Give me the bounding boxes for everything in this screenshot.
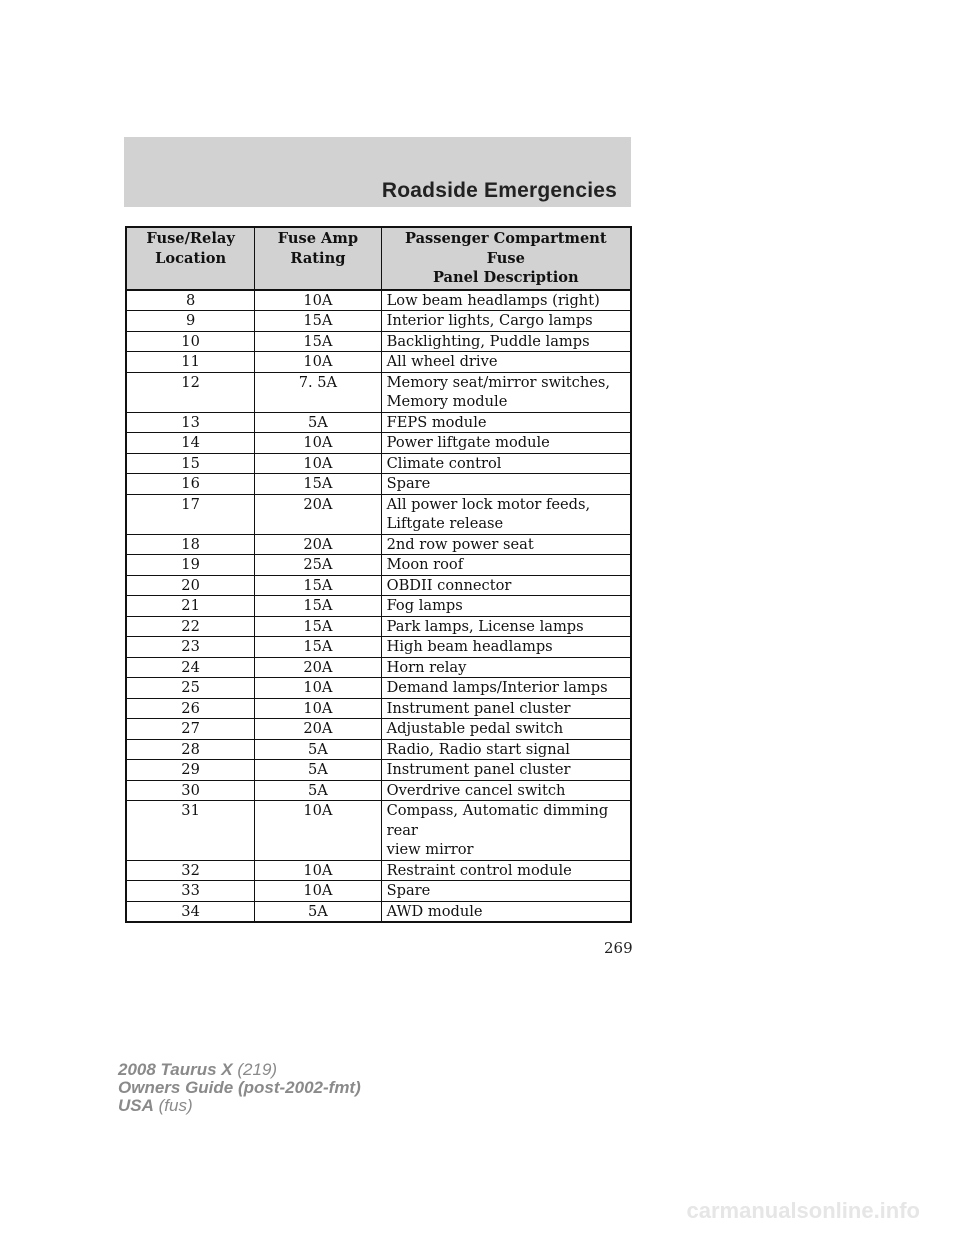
fuse-description-cell	[381, 596, 631, 617]
footer-line-3	[118, 1097, 361, 1115]
fuse-location: 26	[181, 699, 200, 717]
fuse-rating-cell	[255, 780, 381, 801]
fuse-location-cell	[126, 534, 255, 555]
fuse-rating-cell	[255, 616, 381, 637]
fuse-description-cell	[381, 352, 631, 373]
fuse-description-cell	[381, 331, 631, 352]
table-row	[126, 637, 631, 658]
fuse-location: 31	[181, 802, 200, 819]
column-header-line: Passenger Compartment Fuse	[405, 230, 607, 267]
fuse-description: High beam headlamps	[386, 638, 553, 655]
fuse-rating: 5A	[307, 761, 328, 778]
fuse-description-cell	[381, 801, 631, 861]
fuse-description-cell	[381, 453, 631, 474]
fuse-description: Memory module	[386, 393, 508, 410]
fuse-description-cell	[381, 494, 631, 534]
fuse-location-cell	[126, 780, 255, 801]
fuse-description-cell	[381, 780, 631, 801]
fuse-description: FEPS module	[386, 413, 487, 431]
fuse-description-cell	[381, 412, 631, 433]
table-row	[126, 780, 631, 801]
fuse-rating-cell	[255, 575, 381, 596]
fuse-location-cell	[126, 719, 255, 740]
column-header-line: Panel Description	[432, 269, 579, 286]
fuse-description: OBDII connector	[386, 576, 512, 594]
fuse-location-cell	[126, 331, 255, 352]
fuse-location: 14	[181, 434, 200, 451]
footer-model: 2008 Taurus X	[118, 1060, 233, 1079]
page-number: 269	[604, 939, 633, 957]
fuse-location-cell	[126, 860, 255, 881]
fuse-rating: 5A	[307, 413, 328, 431]
fuse-description-cell	[381, 698, 631, 719]
fuse-location-cell	[126, 637, 255, 658]
fuse-rating: 5A	[307, 781, 328, 799]
column-header-rating	[255, 227, 381, 290]
fuse-rating-cell	[255, 474, 381, 495]
section-header-band	[124, 137, 631, 207]
fuse-rating: 10A	[303, 882, 333, 899]
fuse-location: 10	[181, 332, 200, 350]
fuse-description: Instrument panel cluster	[386, 699, 571, 717]
fuse-location-cell	[126, 801, 255, 861]
fuse-rating-cell	[255, 860, 381, 881]
fuse-rating: 20A	[303, 535, 333, 553]
fuse-location: 9	[185, 312, 196, 329]
fuse-description: Overdrive cancel switch	[386, 781, 566, 799]
fuse-description: Radio, Radio start signal	[386, 740, 570, 758]
fuse-description: Backlighting, Puddle lamps	[386, 332, 590, 350]
table-row	[126, 412, 631, 433]
fuse-description: AWD module	[386, 902, 483, 920]
column-header-line: Location	[155, 249, 227, 267]
fuse-location-cell	[126, 555, 255, 576]
fuse-rating: 15A	[303, 597, 333, 614]
fuse-rating: 15A	[303, 312, 333, 329]
fuse-description: Moon roof	[386, 556, 464, 573]
table-row	[126, 596, 631, 617]
fuse-description: Low beam headlamps (right)	[386, 291, 600, 309]
table-row	[126, 331, 631, 352]
table-row	[126, 739, 631, 760]
fuse-rating: 7. 5A	[298, 373, 338, 391]
fuse-rating: 25A	[303, 556, 333, 573]
fuse-location-cell	[126, 616, 255, 637]
fuse-rating-cell	[255, 901, 381, 922]
table-row	[126, 901, 631, 922]
fuse-location-cell	[126, 453, 255, 474]
fuse-location: 19	[181, 556, 200, 573]
watermark: carmanualsonline.info	[686, 1198, 920, 1223]
fuse-location: 13	[181, 413, 200, 431]
fuse-description-cell	[381, 678, 631, 699]
fuse-location: 16	[181, 475, 200, 492]
column-header-line: Fuse Amp	[277, 230, 359, 247]
fuse-location-cell	[126, 311, 255, 332]
fuse-description-cell	[381, 881, 631, 902]
fuse-location-cell	[126, 596, 255, 617]
fuse-location: 20	[181, 576, 200, 594]
table-row	[126, 474, 631, 495]
fuse-table-body	[126, 290, 631, 923]
fuse-location: 21	[181, 597, 200, 614]
fuse-description: 2nd row power seat	[386, 535, 534, 553]
fuse-location: 8	[185, 291, 196, 309]
fuse-location-cell	[126, 433, 255, 454]
fuse-rating: 10A	[303, 353, 333, 370]
fuse-description-cell	[381, 719, 631, 740]
fuse-location-cell	[126, 352, 255, 373]
fuse-rating-cell	[255, 739, 381, 760]
table-row	[126, 311, 631, 332]
fuse-description-cell	[381, 575, 631, 596]
fuse-rating-cell	[255, 352, 381, 373]
fuse-location: 33	[181, 882, 200, 899]
fuse-description: Demand lamps/Interior lamps	[386, 679, 608, 696]
fuse-location: 22	[181, 617, 200, 635]
fuse-description: Restraint control module	[386, 861, 572, 879]
fuse-rating: 20A	[303, 495, 333, 513]
fuse-description: view mirror	[386, 841, 474, 858]
fuse-rating: 20A	[303, 658, 333, 676]
footer-line-2	[118, 1079, 361, 1097]
fuse-rating-cell	[255, 881, 381, 902]
table-row	[126, 760, 631, 781]
fuse-rating-cell	[255, 412, 381, 433]
fuse-location: 24	[181, 658, 200, 676]
fuse-location: 15	[181, 454, 200, 472]
fuse-rating-cell	[255, 801, 381, 861]
table-row	[126, 616, 631, 637]
fuse-description: Park lamps, License lamps	[386, 617, 584, 635]
fuse-rating-cell	[255, 311, 381, 332]
fuse-description: Horn relay	[386, 658, 467, 676]
column-header-line: Rating	[290, 249, 346, 267]
fuse-location: 12	[181, 373, 200, 391]
table-header-row	[126, 227, 631, 290]
fuse-location-cell	[126, 678, 255, 699]
fuse-rating: 15A	[303, 638, 333, 655]
fuse-description-cell	[381, 760, 631, 781]
fuse-location: 23	[181, 638, 200, 655]
fuse-description-cell	[381, 657, 631, 678]
fuse-rating: 20A	[303, 720, 333, 737]
table-row	[126, 534, 631, 555]
fuse-description-cell	[381, 901, 631, 922]
fuse-rating-cell	[255, 494, 381, 534]
fuse-location-cell	[126, 760, 255, 781]
fuse-description-cell	[381, 534, 631, 555]
footer-model-code: (219)	[237, 1060, 278, 1079]
fuse-location: 17	[181, 495, 200, 513]
fuse-rating-cell	[255, 760, 381, 781]
fuse-rating-cell	[255, 657, 381, 678]
fuse-rating-cell	[255, 719, 381, 740]
fuse-rating-cell	[255, 372, 381, 412]
fuse-location: 11	[181, 353, 200, 370]
table-row	[126, 698, 631, 719]
fuse-location-cell	[126, 575, 255, 596]
fuse-rating: 10A	[303, 679, 333, 696]
fuse-description: Fog lamps	[386, 597, 463, 614]
table-row	[126, 555, 631, 576]
fuse-description: Climate control	[386, 454, 502, 472]
fuse-rating: 10A	[303, 454, 333, 472]
fuse-description: Compass, Automatic dimming rear	[386, 802, 609, 839]
fuse-location-cell	[126, 494, 255, 534]
table-row	[126, 433, 631, 454]
fuse-table	[125, 226, 632, 923]
fuse-location: 30	[181, 781, 200, 799]
fuse-description: Adjustable pedal switch	[386, 720, 564, 737]
fuse-location-cell	[126, 412, 255, 433]
fuse-rating: 15A	[303, 576, 333, 594]
table-row	[126, 719, 631, 740]
fuse-description: Spare	[386, 882, 431, 899]
table-row	[126, 678, 631, 699]
fuse-location-cell	[126, 657, 255, 678]
fuse-description-cell	[381, 290, 631, 311]
fuse-description-cell	[381, 860, 631, 881]
fuse-location: 34	[181, 902, 200, 920]
fuse-location: 25	[181, 679, 200, 696]
fuse-location-cell	[126, 474, 255, 495]
fuse-rating: 10A	[303, 291, 333, 309]
fuse-location: 18	[181, 535, 200, 553]
fuse-description: Liftgate release	[386, 515, 504, 532]
fuse-rating: 15A	[303, 332, 333, 350]
fuse-rating: 15A	[303, 617, 333, 635]
fuse-rating-cell	[255, 433, 381, 454]
fuse-rating-cell	[255, 596, 381, 617]
table-row	[126, 453, 631, 474]
fuse-rating-cell	[255, 637, 381, 658]
fuse-description-cell	[381, 616, 631, 637]
fuse-rating-cell	[255, 534, 381, 555]
column-header-line: Fuse/Relay	[146, 230, 235, 247]
fuse-rating: 10A	[303, 434, 333, 451]
fuse-description: Instrument panel cluster	[386, 761, 571, 778]
footer-market-code: (fus)	[158, 1096, 193, 1115]
fuse-rating: 10A	[303, 861, 333, 879]
table-row	[126, 801, 631, 861]
fuse-description-cell	[381, 474, 631, 495]
fuse-description-cell	[381, 637, 631, 658]
fuse-location-cell	[126, 698, 255, 719]
fuse-description-cell	[381, 739, 631, 760]
fuse-description-cell	[381, 433, 631, 454]
fuse-location: 27	[181, 720, 200, 737]
footer-market: USA	[118, 1096, 154, 1115]
fuse-rating: 10A	[303, 699, 333, 717]
fuse-location: 32	[181, 861, 200, 879]
fuse-description: Memory seat/mirror switches,	[386, 373, 610, 391]
fuse-location-cell	[126, 881, 255, 902]
fuse-location-cell	[126, 290, 255, 311]
table-row	[126, 352, 631, 373]
fuse-rating: 5A	[307, 902, 328, 920]
table-row	[126, 290, 631, 311]
fuse-description: Interior lights, Cargo lamps	[386, 312, 593, 329]
fuse-rating-cell	[255, 555, 381, 576]
footer-guide: Owners Guide (post-2002-fmt)	[118, 1078, 361, 1097]
fuse-description-cell	[381, 555, 631, 576]
fuse-description: All power lock motor feeds,	[386, 495, 591, 513]
table-row	[126, 860, 631, 881]
fuse-rating: 10A	[303, 802, 333, 819]
table-row	[126, 881, 631, 902]
fuse-location-cell	[126, 901, 255, 922]
fuse-description: All wheel drive	[386, 353, 498, 370]
fuse-location: 29	[181, 761, 200, 778]
fuse-rating-cell	[255, 453, 381, 474]
fuse-rating-cell	[255, 331, 381, 352]
fuse-location: 28	[181, 740, 200, 758]
fuse-rating-cell	[255, 678, 381, 699]
fuse-location-cell	[126, 372, 255, 412]
section-title: Roadside Emergencies	[381, 179, 617, 202]
table-row	[126, 494, 631, 534]
fuse-description-cell	[381, 311, 631, 332]
fuse-rating-cell	[255, 290, 381, 311]
fuse-description: Power liftgate module	[386, 434, 550, 451]
fuse-rating: 15A	[303, 475, 333, 492]
table-row	[126, 372, 631, 412]
fuse-description: Spare	[386, 475, 431, 492]
fuse-rating-cell	[255, 698, 381, 719]
fuse-rating: 5A	[307, 740, 328, 758]
fuse-description-cell	[381, 372, 631, 412]
footer-line-1	[118, 1061, 361, 1079]
fuse-location-cell	[126, 739, 255, 760]
column-header-description	[381, 227, 631, 290]
table-row	[126, 575, 631, 596]
column-header-location	[126, 227, 255, 290]
document-footer	[118, 1061, 361, 1115]
table-row	[126, 657, 631, 678]
